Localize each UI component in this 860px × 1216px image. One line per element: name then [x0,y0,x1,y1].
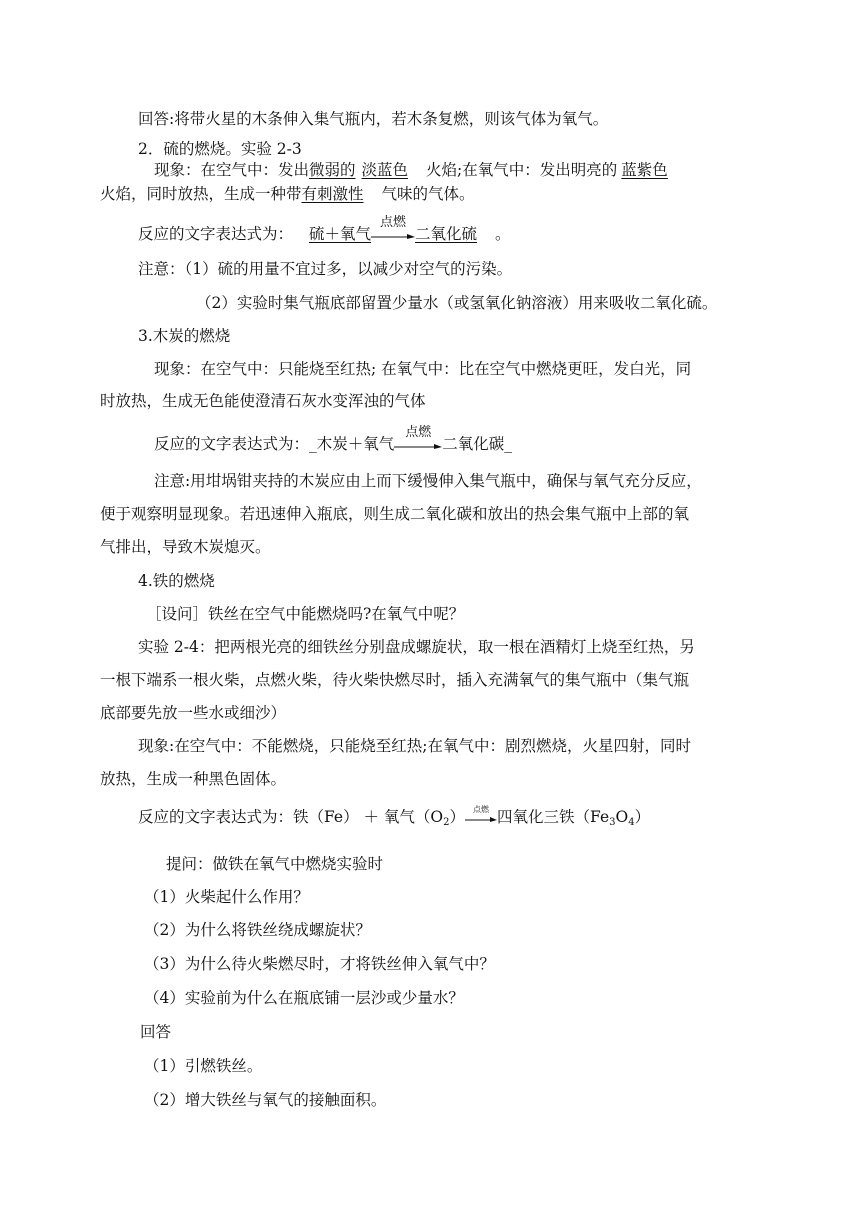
text: 火焰，同时放热，生成一种 [100,185,287,203]
text: 气味的气体。 [381,185,475,203]
subscript: 3 [609,817,616,828]
sulfur-note2: （2）实验时集气瓶底部留置少量水（或氢氧化钠溶液）用来吸收二氧化硫。 [196,294,718,312]
question-1: （1）火柴起什么作用？ [144,888,309,906]
subscript: 4 [628,817,635,828]
reaction-arrow [394,425,442,449]
charcoal-observation-line2: 时放热，生成无色能使澄清石灰水变浑浊的气体 [100,392,426,410]
text: 反应的文字表达式为： [154,435,310,453]
sulfur-heading: 2．硫的燃烧。实验 2-3 [138,140,302,158]
text: 四氧化三铁（Fe [497,808,610,826]
sulfur-observation-line1 [154,159,688,181]
iron-observation-line1: 现象:在空气中：不能燃烧，只能烧至红热;在氧气中：剧烈燃烧，火星四射，同时 [138,737,691,755]
text: 带 [286,185,302,203]
reaction-arrow [465,805,497,822]
text: ） [634,808,651,826]
iron-experiment-line2: 一根下端系一根火柴，点燃火柴，待火柴快燃尽时，插入充满氧气的集气瓶中（集气瓶 [100,671,690,689]
equation-blank: 硫＋氧气 点燃 二氧化硫 [309,215,478,243]
iron-experiment-line1: 实验 2-4：把两根光亮的细铁丝分别盘成螺旋状，取一根在酒精灯上烧至红热，另 [138,638,695,656]
subscript: 2 [443,817,450,828]
answer-1: （1）引燃铁丝。 [144,1057,263,1075]
charcoal-equation [154,425,513,455]
charcoal-observation-line1: 现象：在空气中：只能烧至红热; 在氧气中：比在空气中燃烧更旺，发白光，同 [154,360,692,378]
question-4: （4）实验前为什么在瓶底铺一层沙或少量水？ [144,989,464,1007]
charcoal-note-line2: 便于观察明显现象。若迅速伸入瓶底，则生成二氧化碳和放出的热会集气瓶中上部的氧 [100,505,690,523]
question-2: （2）为什么将铁丝绕成螺旋状？ [144,921,371,939]
fill-blank: 蓝紫色 [621,161,668,179]
text: 。 [495,225,511,243]
text: 反应的文字表达式为： [138,225,294,243]
qa-intro: 提问：做铁在氧气中燃烧实验时 [166,855,384,873]
answer-2: （2）增大铁丝与氧气的接触面积。 [144,1091,387,1109]
iron-experiment-line3: 底部要先放一些水或细沙） [100,704,287,722]
answer-label: 回答 [140,1023,172,1041]
charcoal-note-line1: 注意:用坩埚钳夹持的木炭应由上而下缓慢伸入集气瓶中，确保与氧气充分反应， [154,472,702,490]
text: 现象：在空气中：发出 [154,161,310,179]
question-3: （3）为什么待火柴燃尽时，才将铁丝伸入氧气中？ [144,955,495,973]
fill-blank: 微弱的 [309,161,356,179]
charcoal-heading: 3.木炭的燃烧 [138,327,231,345]
answer-line: 回答:将带火星的木条伸入集气瓶内，若木条复燃，则该气体为氧气。 [138,110,609,128]
text: _木炭＋氧气 [309,435,395,453]
text: 反应的文字表达式为：铁（Fe） ＋ 氧气（O [138,808,444,826]
condition-label: 点燃 [405,425,432,440]
iron-observation-line2: 放热，生成一种黑色固体。 [100,770,287,788]
reaction-arrow [371,215,415,239]
sulfur-note1: 注意：（1）硫的用量不宜过多，以减少对空气的污染。 [138,260,513,278]
charcoal-note-line3: 气排出，导致木炭熄灭。 [100,538,271,556]
condition-label: 点燃 [380,215,407,230]
condition-label: 点燃 [473,805,490,814]
text: 二氧化碳_ [442,435,513,453]
text: O [615,808,629,826]
text: 明亮的 [570,161,618,179]
sulfur-observation-line2 [100,183,475,205]
fill-blank: 淡蓝色 [361,161,409,179]
fill-blank: 有刺激性 [301,185,364,203]
sulfur-equation [138,215,511,245]
iron-question: ［设问］铁丝在空气中能燃烧吗?在氧气中呢？ [146,605,465,623]
text: ） [449,808,466,826]
text: 火焰;在氧气中：发出 [426,161,571,179]
iron-equation [138,806,650,834]
iron-heading: 4.铁的燃烧 [138,572,215,590]
